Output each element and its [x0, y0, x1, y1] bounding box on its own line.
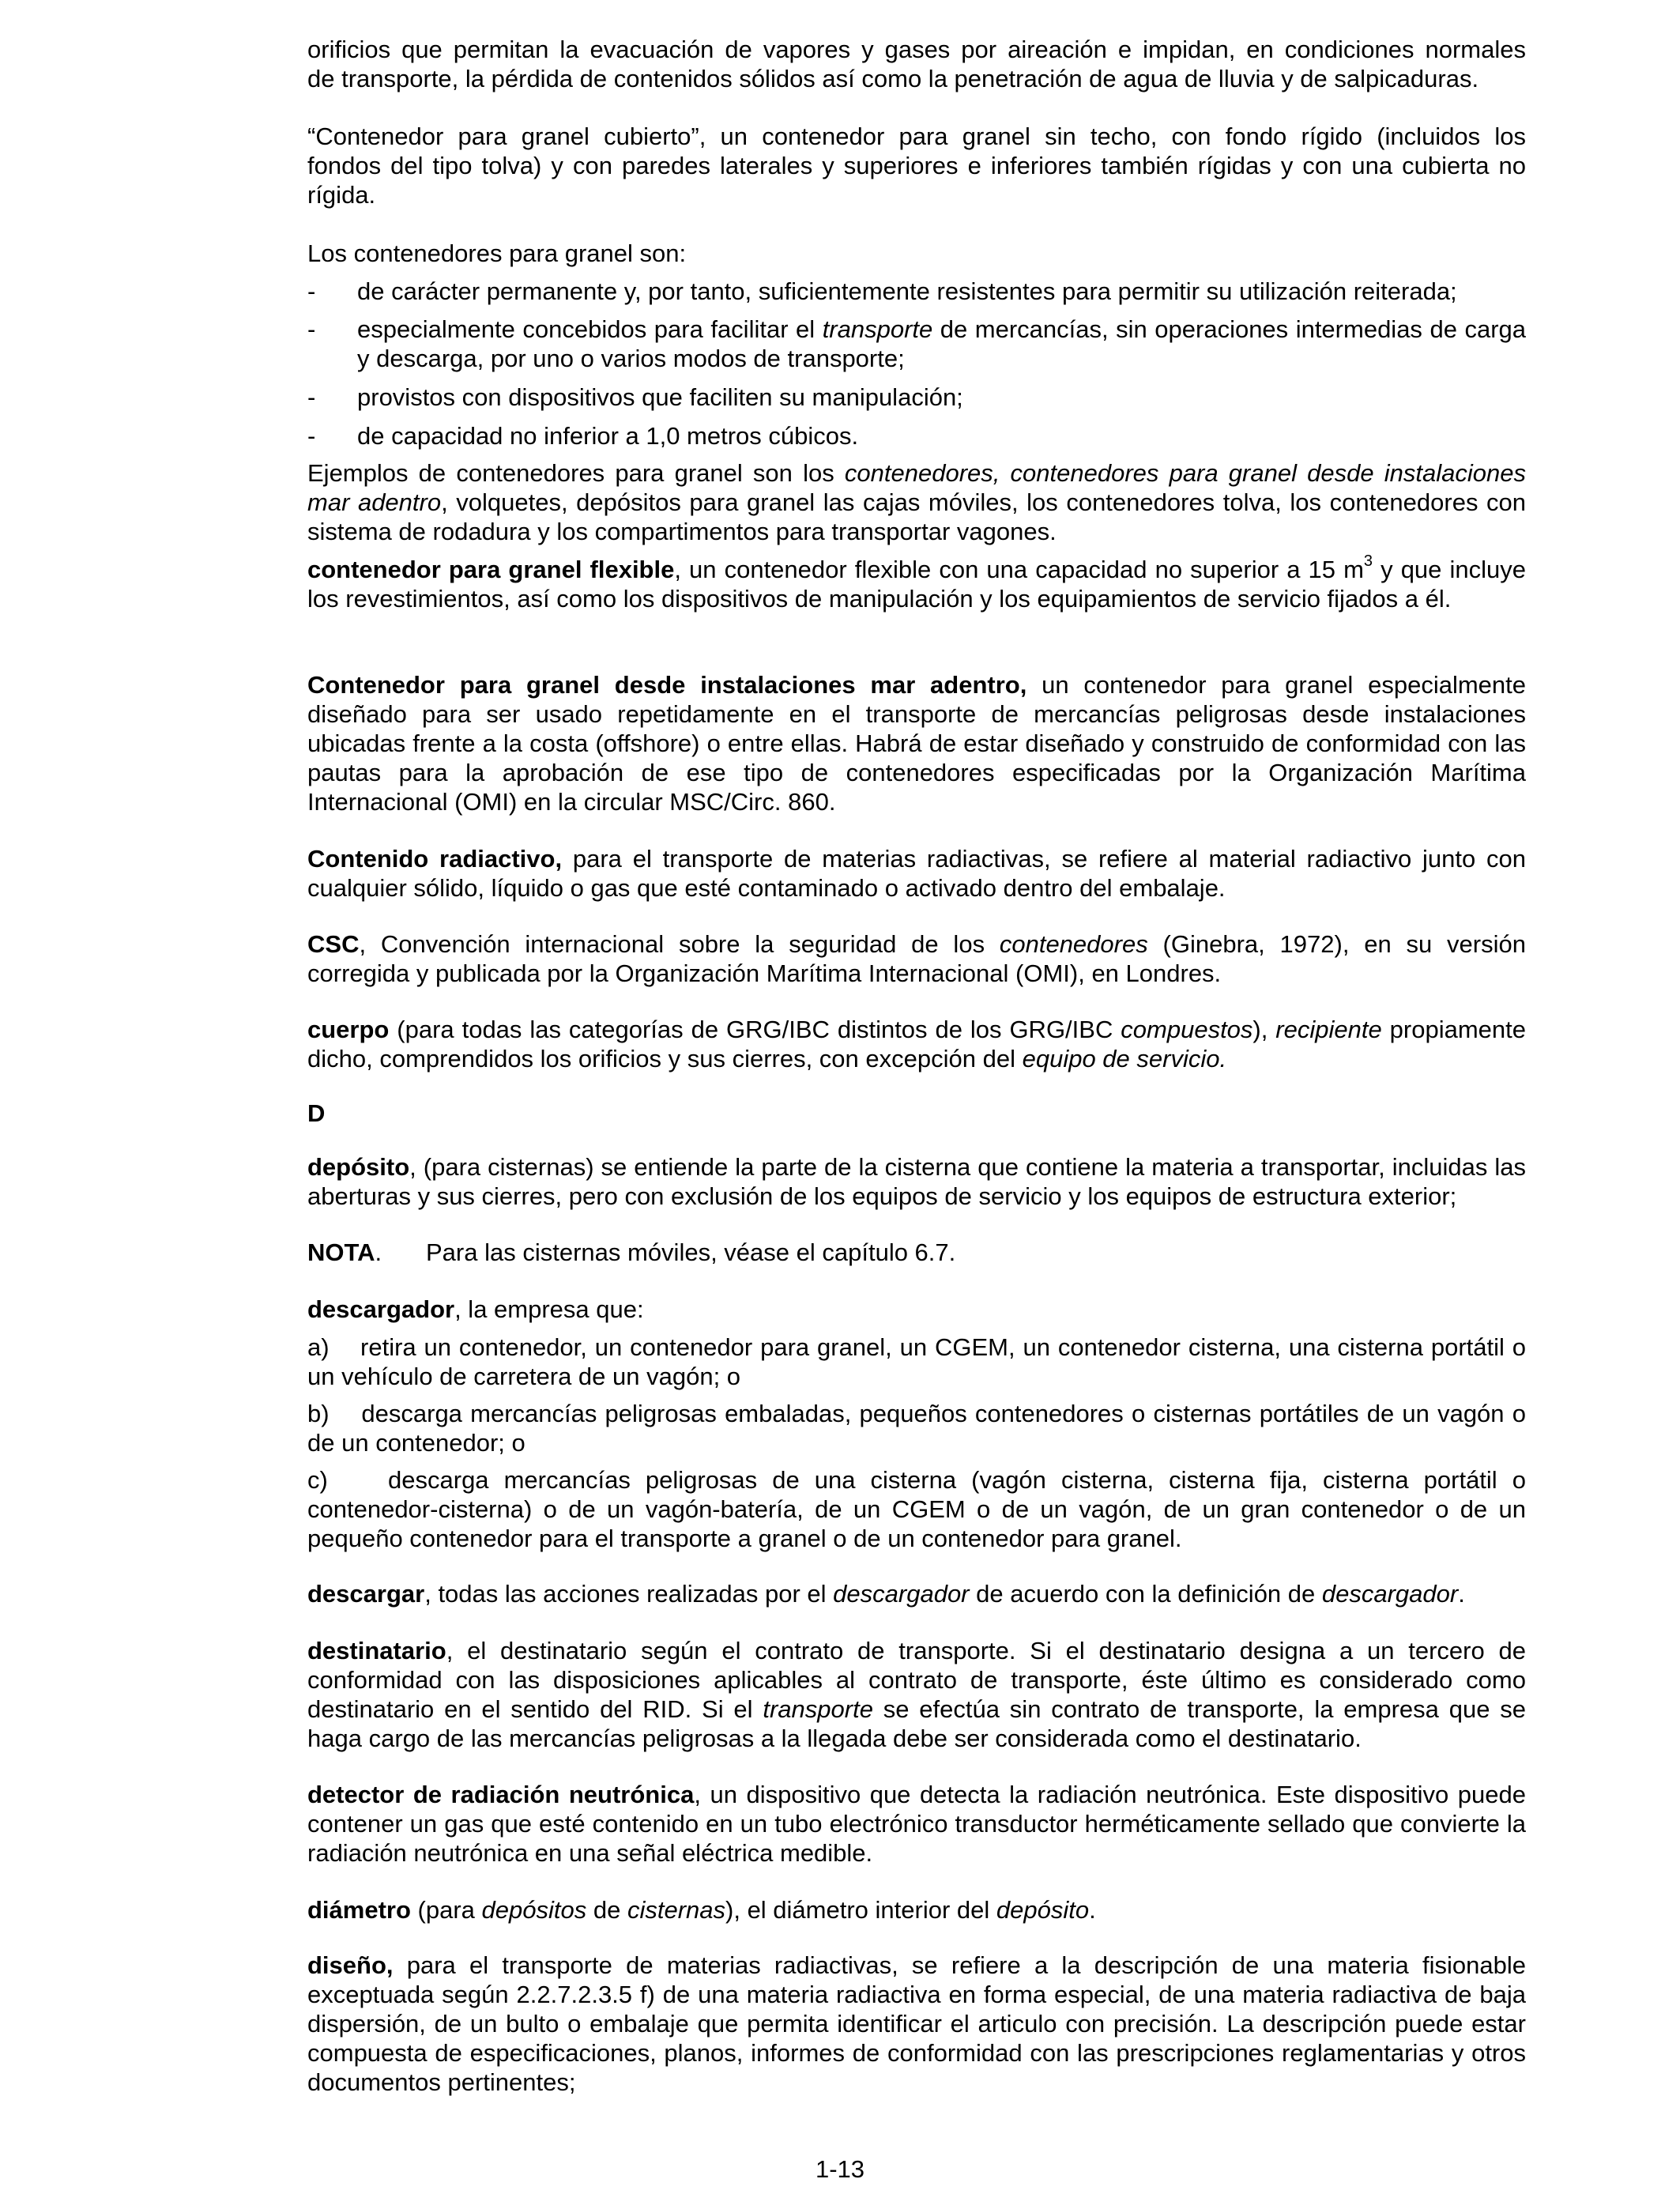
list-item-c: c) descarga mercancías peligrosas de una cisterna (vagón cisterna, cisterna fija, cisterna portátil o contenedor-cisterna) o de un vagón-batería, de un CGEM o de un vagón, de un gran contenedor o de un pequeño contenedor para el transporte a granel o de un contenedor para granel.: [307, 1466, 1533, 1552]
text-line: fondos del tipo tolva) y con paredes laterales y superiores e inferiores también rígidas y con una cubierta no: [307, 152, 1526, 179]
text-line: “Contenedor para granel cubierto”, un contenedor para granel sin techo, con fondo rígido (incluidos los: [307, 123, 1526, 150]
list-item-b: b) descarga mercancías peligrosas embaladas, pequeños contenedores o cisternas portátiles de un vagón o de un contenedor; o: [307, 1400, 1533, 1457]
definition-body: cuerpo (para todas las categorías de GRG/IBC distintos de los GRG/IBC compuestos), recipiente propiamente dicho, comprendidos los orificios y sus cierres, con excepción del equipo de servicio.: [307, 1016, 1526, 1072]
definition-neutron-detector: detector de radiación neutrónica, un dispositivo que detecta la radiación neutrónica. Este dispositivo puede contener un gas que esté contenido en un tubo electrónico transductor herméticamente sellado que convierte la radiación neutrónica en una señal eléctrica medible.: [307, 1781, 1527, 1867]
definition-term: cuerpo: [307, 1016, 390, 1043]
definition-term: diámetro: [307, 1896, 411, 1924]
definition-offshore-bulk-container: Contenedor para granel desde instalaciones mar adentro, un contenedor para granel especialmente diseñado para ser usado repetidamente en el transporte de mercancías peligrosas desde instalaciones ubicadas frente a la costa (offshore) o entre ellas. Habrá de estar diseñado y construido de conformidad con las pautas para la aprobación de ese tipo de contenedores especificadas por la Organización Marítima Internacional (OMI) en la circular MSC/Circ. 860.: [307, 671, 1526, 816]
definition-term: Contenido radiactivo,: [307, 845, 563, 873]
paragraph-covered-container: [307, 122, 1526, 209]
dash-marker: -: [307, 277, 316, 305]
page-number: 1-13: [815, 2155, 865, 2183]
list-intro: Los contenedores para granel son:: [307, 239, 687, 267]
list-item-text: provistos con dispositivos que faciliten su manipulación;: [357, 383, 963, 411]
dash-marker: -: [307, 315, 316, 343]
definition-term: descargador: [307, 1295, 455, 1323]
definition-radioactive-contents: Contenido radiactivo, para el transporte de materias radiactivas, se refiere al material radiactivo junto con cualquier sólido, líquido o gas que esté contaminado o activado dentro del embalaje.: [307, 845, 1526, 902]
definition-diameter: diámetro (para depósitos de cisternas), el diámetro interior del depósito.: [307, 1896, 1096, 1924]
text-line: de transporte, la pérdida de contenidos sólidos así como la penetración de agua de lluvia y de salpicaduras.: [307, 65, 1479, 92]
definition-term: depósito: [307, 1153, 410, 1181]
definition-unloading: descargar, todas las acciones realizadas por el descargador de acuerdo con la definición de descargador.: [307, 1580, 1465, 1608]
definition-term: diseño,: [307, 1951, 394, 1979]
definition-csc: CSC, Convención internacional sobre la seguridad de los contenedores (Ginebra, 1972), en su versión corregida y publicada por la Organización Marítima Internacional (OMI), en Londres.: [307, 930, 1526, 987]
definition-design: diseño, para el transporte de materias radiactivas, se refiere a la descripción de una materia fisionable exceptuada según 2.2.7.2.3.5 f) de una materia radiactiva en forma especial, de una materia radiactiva de baja dispersión, de un bulto o embalaje que permita identificar el articulo con precisión. La descripción puede estar compuesta de especificaciones, planos, informes de conformidad con las prescripciones reglamentarias y otros documentos pertinentes;: [307, 1951, 1526, 2096]
list-item-text: de capacidad no inferior a 1,0 metros cúbicos.: [357, 422, 859, 450]
text-line: orificios que permitan la evacuación de vapores y gases por aireación e impidan, en condiciones normales: [307, 36, 1526, 63]
definition-term: descargar: [307, 1580, 425, 1608]
note-text: Para las cisternas móviles, véase el capítulo 6.7.: [426, 1238, 956, 1266]
definition-term: contenedor para granel flexible: [307, 556, 675, 583]
list-item-text: de carácter permanente y, por tanto, suficientemente resistentes para permitir su utilización reiterada;: [357, 277, 1457, 305]
definition-term: CSC: [307, 930, 360, 958]
definition-unloader: descargador, la empresa que:: [307, 1295, 644, 1323]
dash-marker: -: [307, 383, 316, 411]
section-heading: D: [307, 1099, 326, 1127]
list-item-text: especialmente concebidos para facilitar el transporte de mercancías, sin operaciones intermedias de carga y descarga, por uno o varios modos de transporte;: [357, 315, 1526, 372]
definition-term: detector de radiación neutrónica: [307, 1781, 695, 1808]
dash-marker: -: [307, 422, 316, 450]
list-item-a: a) retira un contenedor, un contenedor para granel, un CGEM, un contenedor cisterna, una cisterna portátil o un vehículo de carretera de un vagón; o: [307, 1333, 1533, 1390]
definition-consignee: destinatario, el destinatario según el contrato de transporte. Si el destinatario designa a un tercero de conformidad con las disposiciones aplicables al contrato de transporte, éste último es considerado como destinatario en el sentido del RID. Si el transporte se efectúa sin contrato de transporte, la empresa que se haga cargo de las mercancías peligrosas a la llegada debe ser considerada como el destinatario.: [307, 1637, 1526, 1752]
definition-flexible-bulk-container: contenedor para granel flexible, un contenedor flexible con una capacidad no superior a 15 $m^3$ y que incluye los revestimientos, así como los dispositivos de manipulación y los equipamientos de servicio fijados a él.: [307, 552, 1526, 613]
definition-term: destinatario: [307, 1637, 446, 1664]
note-label: NOTA: [307, 1238, 375, 1266]
text-line: rígida.: [307, 181, 376, 209]
definition-term: Contenedor para granel desde instalaciones mar adentro,: [307, 671, 1027, 699]
paragraph-continuation: [307, 35, 1526, 93]
paragraph-examples: Ejemplos de contenedores para granel son los contenedores, contenedores para granel desde instalaciones mar adentro, volquetes, depósitos para granel las cajas móviles, los contenedores tolva, los contenedores con sistema de rodadura y los compartimentos para transportar vagones.: [307, 459, 1527, 545]
definition-shell: depósito, (para cisternas) se entiende la parte de la cisterna que contiene la materia a transportar, incluidas las aberturas y sus cierres, pero con exclusión de los equipos de servicio y los equipos de estructura exterior;: [307, 1153, 1526, 1210]
note: NOTA. Para las cisternas móviles, véase el capítulo 6.7.: [307, 1238, 956, 1266]
